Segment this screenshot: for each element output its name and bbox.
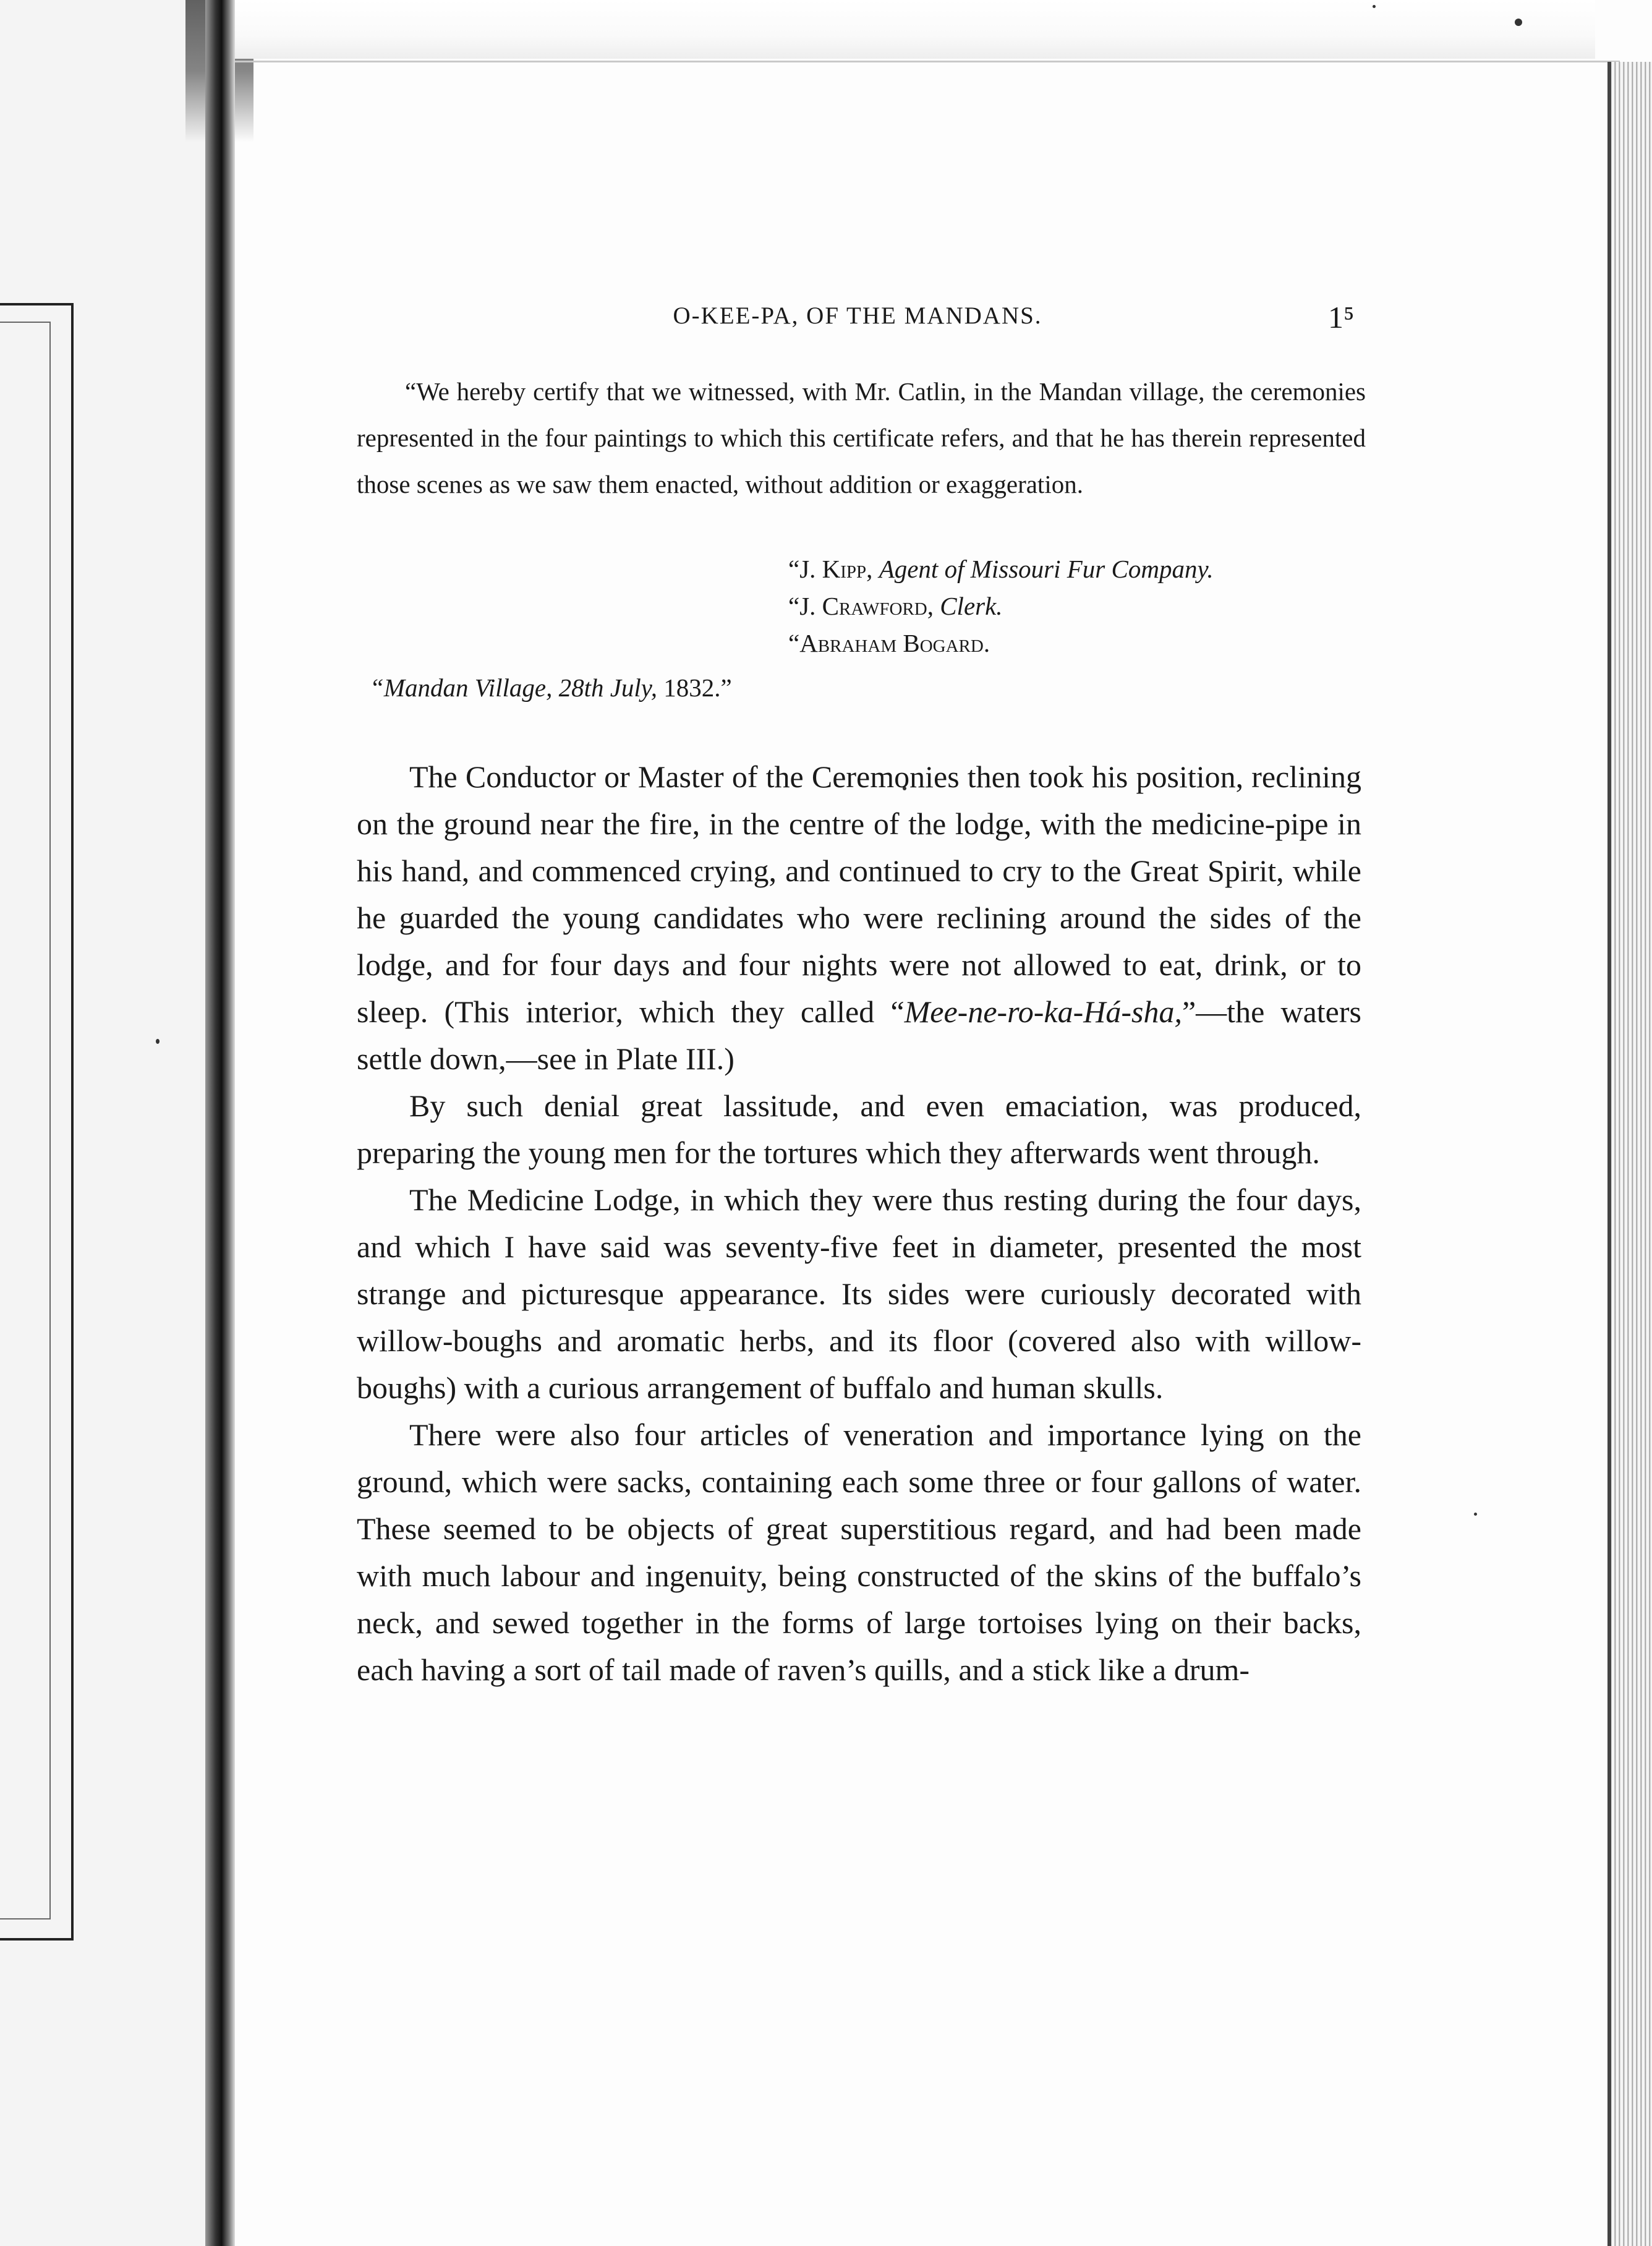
paragraph-2: By such denial great lassitude, and even emaciation, was produced, preparing the young men for the tortures which they afterwards went through. <box>357 1088 1361 1170</box>
paragraph-3: The Medicine Lodge, in which they were thus resting during the four days, and which I have said was seventy-five feet in diameter, presented the most strange and picturesque appearance. Its sides were curiously decorated with willow-boughs and aromatic herbs, and its floor (covered also with willow-boughs) with a curious arrangement of buffalo and human skulls. <box>357 1182 1361 1405</box>
page-stack-edges <box>1607 62 1652 2246</box>
signatory-name: “J. Crawford, <box>788 592 934 620</box>
signature-kipp <box>788 554 1214 584</box>
mandan-term: Mee-ne-ro-ka-Há-sha, <box>904 994 1182 1029</box>
page-top-margin <box>235 0 1595 59</box>
scan-speck <box>1515 19 1522 26</box>
paragraph-1 <box>357 753 1361 1082</box>
signature-crawford <box>788 591 1003 621</box>
body-text <box>357 753 1361 1693</box>
signatory-title: Agent of Missouri Fur Company. <box>879 555 1214 583</box>
signatory-name: “Abraham Bogard. <box>788 629 990 657</box>
running-head: O-KEE-PA, OF THE MANDANS. <box>673 302 1042 329</box>
scan-speck <box>1373 5 1376 8</box>
book-gutter <box>205 0 235 2246</box>
page-number: 1⁵ <box>1328 300 1355 335</box>
scan-speck <box>1474 1513 1477 1516</box>
date-year: 1832.” <box>663 673 732 702</box>
page-right-edge <box>1607 62 1611 2246</box>
scan-speck <box>156 1039 160 1044</box>
paragraph-4: There were also four articles of veneration and importance lying on the ground, which were sacks, containing each some three or four gallons of water. These seemed to be objects of great superstitious regard, and had been made with much labour and ingenuity, being constructed of the skins of the buffalo’s neck, and sewed together in the forms of large tortoises lying on their backs, each having a sort of tail made of raven’s quills, and a stick like a drum- <box>357 1417 1361 1687</box>
facing-plate-inner-border <box>0 322 51 1919</box>
signature-bogard <box>788 628 990 658</box>
signatory-title: Clerk. <box>940 592 1003 620</box>
signatory-name: “J. Kipp, <box>788 555 873 583</box>
certificate-date <box>370 673 732 702</box>
certificate-text: “We hereby certify that we witnessed, with Mr. Catlin, in the Mandan village, the ceremonies represented in the four paintings to which this certificate refers, and that he has therein represented those scenes as we saw them enacted, without addition or exaggeration. <box>357 377 1366 498</box>
paragraph-1-part-b: ”—the waters settle down,—see in Plate III.) <box>357 994 1361 1076</box>
page-top-edge <box>235 61 1620 62</box>
date-place: “Mandan Village, 28th July, <box>370 673 657 702</box>
paragraph-1-part-a: The Conductor or Master of the Ceremonies then took his position, reclining on the ground near the fire, in the centre of the lodge, with the medicine-pipe in his hand, and commenced crying, and continued to cry to the Great Spirit, while he guarded the young candidates who were reclining around the sides of the lodge, and for four days and four nights were not allowed to eat, drink, or to sleep. (This interior, which they called “ <box>357 759 1361 1029</box>
